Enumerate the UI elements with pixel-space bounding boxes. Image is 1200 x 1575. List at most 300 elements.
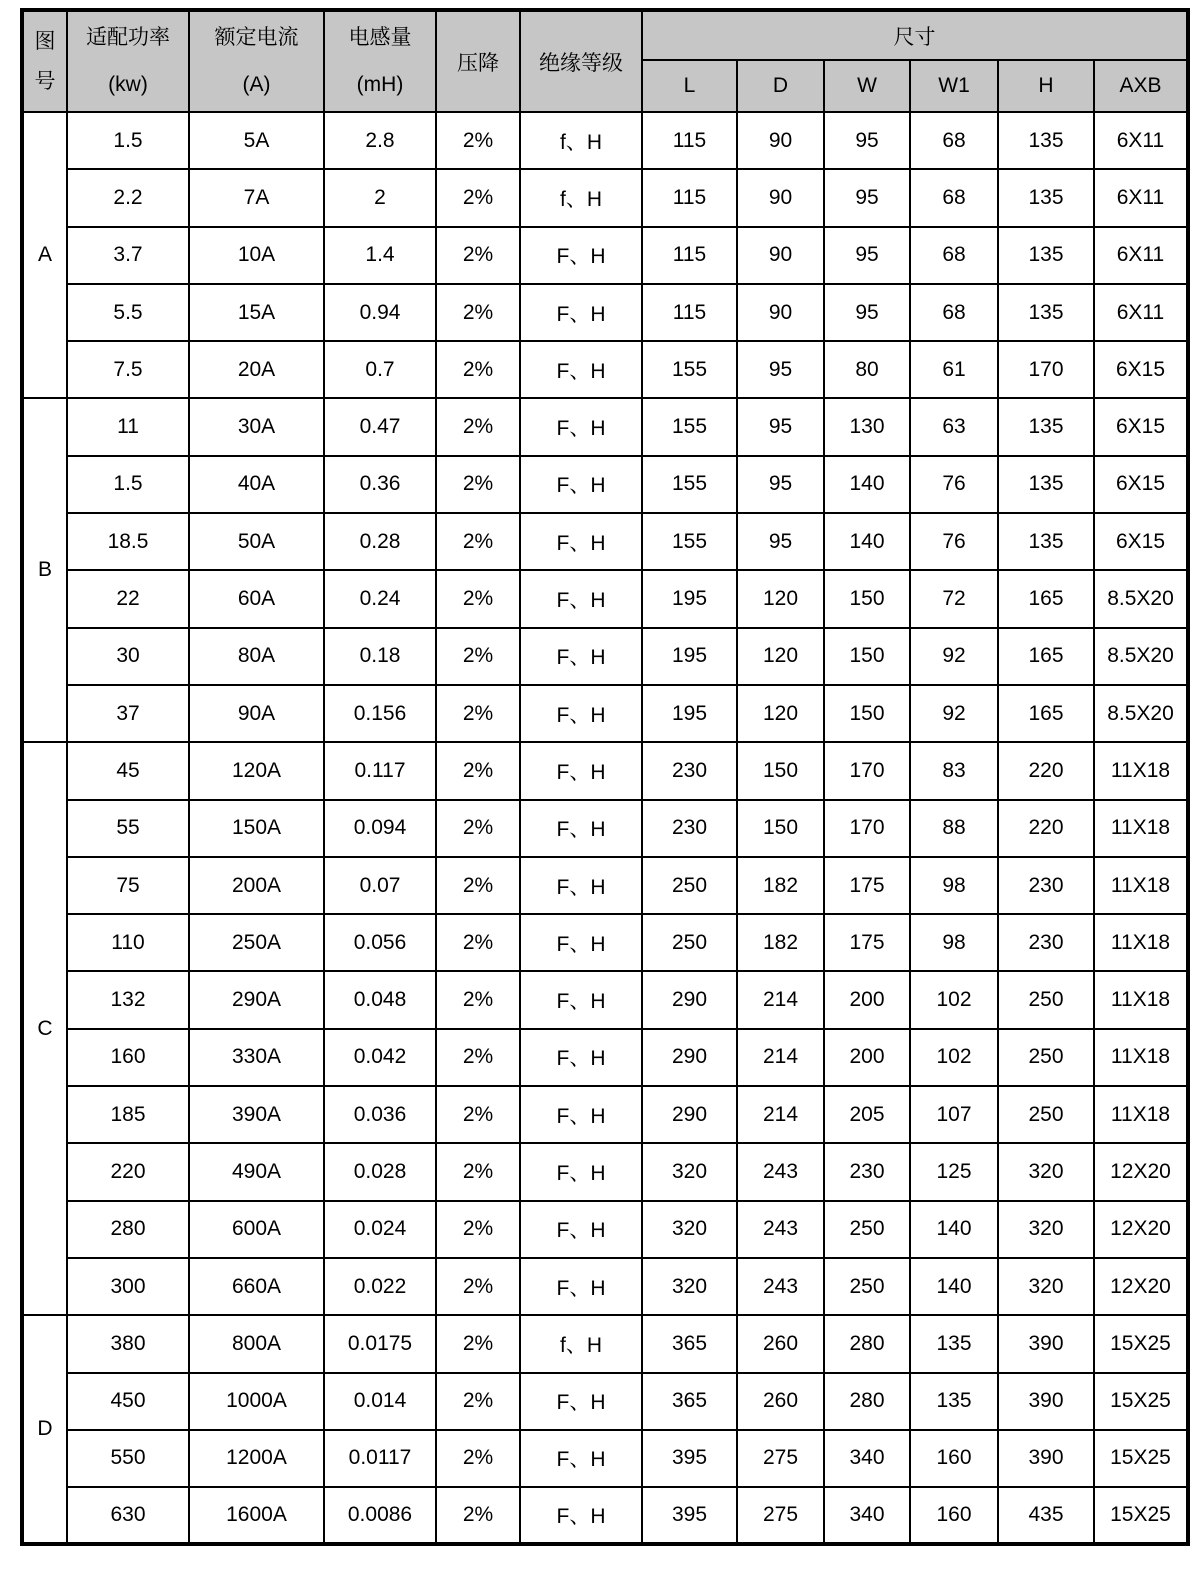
dim-h-cell: 435	[998, 1487, 1094, 1544]
table-row	[22, 398, 1188, 455]
dim-axb-cell: 12X20	[1094, 1201, 1188, 1258]
dim-w-cell: 340	[824, 1430, 910, 1487]
dim-axb-cell: 12X20	[1094, 1258, 1188, 1315]
insulation-cell: F、H	[520, 800, 642, 857]
dim-h-cell: 250	[998, 1029, 1094, 1086]
dim-d-cell: 90	[737, 284, 824, 341]
dim-w-cell: 150	[824, 628, 910, 685]
dim-l-cell: 195	[642, 570, 737, 627]
inductance-cell: 0.094	[324, 800, 436, 857]
dim-w1-cell: 135	[910, 1315, 998, 1372]
dim-axb-cell: 15X25	[1094, 1373, 1188, 1430]
dim-l-cell: 365	[642, 1373, 737, 1430]
insulation-cell: F、H	[520, 1487, 642, 1544]
dim-d-cell: 260	[737, 1315, 824, 1372]
insulation-cell: F、H	[520, 570, 642, 627]
insulation-cell: F、H	[520, 398, 642, 455]
power-cell: 300	[67, 1258, 189, 1315]
inductance-cell: 0.024	[324, 1201, 436, 1258]
voltage-drop-cell: 2%	[436, 1373, 520, 1430]
header-dim-w: W	[824, 60, 910, 112]
power-cell: 160	[67, 1029, 189, 1086]
power-cell: 11	[67, 398, 189, 455]
dim-h-cell: 230	[998, 857, 1094, 914]
power-cell: 30	[67, 628, 189, 685]
dim-w-cell: 140	[824, 513, 910, 570]
dim-l-cell: 155	[642, 456, 737, 513]
voltage-drop-cell: 2%	[436, 398, 520, 455]
dim-d-cell: 95	[737, 341, 824, 398]
insulation-cell: F、H	[520, 857, 642, 914]
insulation-cell: F、H	[520, 1029, 642, 1086]
power-cell: 3.7	[67, 227, 189, 284]
voltage-drop-cell: 2%	[436, 1315, 520, 1372]
voltage-drop-cell: 2%	[436, 227, 520, 284]
voltage-drop-cell: 2%	[436, 914, 520, 971]
voltage-drop-cell: 2%	[436, 284, 520, 341]
dim-d-cell: 214	[737, 971, 824, 1028]
dim-w1-cell: 68	[910, 112, 998, 169]
power-cell: 132	[67, 971, 189, 1028]
power-cell: 45	[67, 742, 189, 799]
dim-l-cell: 230	[642, 800, 737, 857]
current-cell: 200A	[189, 857, 324, 914]
table-row	[22, 570, 1188, 627]
dim-w1-cell: 98	[910, 914, 998, 971]
insulation-cell: F、H	[520, 1258, 642, 1315]
dim-w-cell: 250	[824, 1201, 910, 1258]
inductance-cell: 0.056	[324, 914, 436, 971]
dim-w-cell: 170	[824, 742, 910, 799]
table-row	[22, 456, 1188, 513]
header-figure-no-label: 图号	[34, 29, 56, 93]
table-row	[22, 1430, 1188, 1487]
insulation-cell: F、H	[520, 685, 642, 742]
power-cell: 5.5	[67, 284, 189, 341]
dim-l-cell: 115	[642, 227, 737, 284]
dim-axb-cell: 11X18	[1094, 971, 1188, 1028]
power-cell: 7.5	[67, 341, 189, 398]
header-power-label: 适配功率	[86, 26, 170, 50]
table-header	[22, 10, 1188, 112]
insulation-cell: f、H	[520, 112, 642, 169]
table-row	[22, 1029, 1188, 1086]
table-row	[22, 1373, 1188, 1430]
current-cell: 1600A	[189, 1487, 324, 1544]
dim-w1-cell: 125	[910, 1143, 998, 1200]
dim-h-cell: 320	[998, 1201, 1094, 1258]
header-inductance-label: 电感量	[348, 26, 412, 50]
dim-l-cell: 320	[642, 1143, 737, 1200]
dim-axb-cell: 6X15	[1094, 341, 1188, 398]
dim-l-cell: 115	[642, 284, 737, 341]
dim-d-cell: 120	[737, 570, 824, 627]
voltage-drop-cell: 2%	[436, 857, 520, 914]
power-cell: 380	[67, 1315, 189, 1372]
dim-h-cell: 135	[998, 456, 1094, 513]
insulation-cell: F、H	[520, 513, 642, 570]
power-cell: 110	[67, 914, 189, 971]
table-row	[22, 914, 1188, 971]
current-cell: 660A	[189, 1258, 324, 1315]
voltage-drop-cell: 2%	[436, 1086, 520, 1143]
dim-h-cell: 390	[998, 1315, 1094, 1372]
dim-w1-cell: 140	[910, 1258, 998, 1315]
dim-axb-cell: 11X18	[1094, 857, 1188, 914]
dim-h-cell: 135	[998, 169, 1094, 226]
table-row	[22, 284, 1188, 341]
dim-w-cell: 130	[824, 398, 910, 455]
dim-w1-cell: 63	[910, 398, 998, 455]
inductance-cell: 0.0086	[324, 1487, 436, 1544]
dim-w-cell: 95	[824, 169, 910, 226]
current-cell: 50A	[189, 513, 324, 570]
dim-w1-cell: 76	[910, 456, 998, 513]
dim-l-cell: 115	[642, 169, 737, 226]
dim-w-cell: 205	[824, 1086, 910, 1143]
voltage-drop-cell: 2%	[436, 1029, 520, 1086]
voltage-drop-cell: 2%	[436, 628, 520, 685]
current-cell: 90A	[189, 685, 324, 742]
dim-d-cell: 275	[737, 1430, 824, 1487]
dim-w-cell: 170	[824, 800, 910, 857]
current-cell: 120A	[189, 742, 324, 799]
dim-l-cell: 195	[642, 628, 737, 685]
inductance-cell: 0.28	[324, 513, 436, 570]
current-cell: 600A	[189, 1201, 324, 1258]
dim-axb-cell: 15X25	[1094, 1315, 1188, 1372]
dim-l-cell: 320	[642, 1258, 737, 1315]
dim-h-cell: 135	[998, 513, 1094, 570]
dim-h-cell: 220	[998, 742, 1094, 799]
dim-d-cell: 150	[737, 742, 824, 799]
table-row	[22, 1201, 1188, 1258]
header-voltage-drop: 压降	[436, 10, 520, 112]
voltage-drop-cell: 2%	[436, 1201, 520, 1258]
dim-h-cell: 135	[998, 227, 1094, 284]
power-cell: 18.5	[67, 513, 189, 570]
dim-w1-cell: 83	[910, 742, 998, 799]
current-cell: 800A	[189, 1315, 324, 1372]
dim-l-cell: 395	[642, 1430, 737, 1487]
current-cell: 15A	[189, 284, 324, 341]
inductance-cell: 2	[324, 169, 436, 226]
current-cell: 30A	[189, 398, 324, 455]
dim-w1-cell: 72	[910, 570, 998, 627]
dim-w1-cell: 102	[910, 1029, 998, 1086]
dim-w1-cell: 102	[910, 971, 998, 1028]
inductance-cell: 0.014	[324, 1373, 436, 1430]
dim-w-cell: 150	[824, 685, 910, 742]
dim-w-cell: 95	[824, 112, 910, 169]
insulation-cell: F、H	[520, 1086, 642, 1143]
dim-d-cell: 90	[737, 112, 824, 169]
voltage-drop-cell: 2%	[436, 1258, 520, 1315]
group-cell: C	[22, 742, 67, 1315]
dim-w-cell: 200	[824, 1029, 910, 1086]
current-cell: 5A	[189, 112, 324, 169]
power-cell: 75	[67, 857, 189, 914]
table-row	[22, 971, 1188, 1028]
header-inductance-unit: (mH)	[356, 72, 404, 96]
inductance-cell: 0.18	[324, 628, 436, 685]
table-row	[22, 742, 1188, 799]
dim-h-cell: 220	[998, 800, 1094, 857]
dim-axb-cell: 11X18	[1094, 800, 1188, 857]
insulation-cell: F、H	[520, 742, 642, 799]
insulation-cell: F、H	[520, 971, 642, 1028]
dim-l-cell: 290	[642, 1086, 737, 1143]
insulation-cell: F、H	[520, 1143, 642, 1200]
dim-w-cell: 95	[824, 284, 910, 341]
insulation-cell: F、H	[520, 914, 642, 971]
insulation-cell: F、H	[520, 456, 642, 513]
current-cell: 1000A	[189, 1373, 324, 1430]
inductance-cell: 0.117	[324, 742, 436, 799]
dim-axb-cell: 6X11	[1094, 112, 1188, 169]
inductance-cell: 0.0175	[324, 1315, 436, 1372]
dim-w-cell: 95	[824, 227, 910, 284]
header-dim-w1: W1	[910, 60, 998, 112]
dim-w1-cell: 160	[910, 1487, 998, 1544]
group-cell: B	[22, 398, 67, 742]
current-cell: 390A	[189, 1086, 324, 1143]
dim-l-cell: 250	[642, 914, 737, 971]
power-cell: 220	[67, 1143, 189, 1200]
dim-l-cell: 155	[642, 513, 737, 570]
dim-h-cell: 230	[998, 914, 1094, 971]
power-cell: 55	[67, 800, 189, 857]
current-cell: 330A	[189, 1029, 324, 1086]
dim-axb-cell: 6X15	[1094, 398, 1188, 455]
insulation-cell: F、H	[520, 1430, 642, 1487]
header-current	[189, 10, 324, 112]
header-current-unit: (A)	[242, 72, 271, 96]
dim-w-cell: 175	[824, 914, 910, 971]
dim-axb-cell: 8.5X20	[1094, 570, 1188, 627]
inductance-cell: 2.8	[324, 112, 436, 169]
dim-h-cell: 390	[998, 1430, 1094, 1487]
current-cell: 7A	[189, 169, 324, 226]
dim-axb-cell: 15X25	[1094, 1487, 1188, 1544]
dim-w1-cell: 140	[910, 1201, 998, 1258]
dim-axb-cell: 6X15	[1094, 456, 1188, 513]
dim-d-cell: 214	[737, 1029, 824, 1086]
dim-h-cell: 135	[998, 112, 1094, 169]
dim-w-cell: 250	[824, 1258, 910, 1315]
dim-l-cell: 290	[642, 1029, 737, 1086]
power-cell: 550	[67, 1430, 189, 1487]
dim-axb-cell: 11X18	[1094, 1086, 1188, 1143]
dim-h-cell: 165	[998, 628, 1094, 685]
inductance-cell: 0.47	[324, 398, 436, 455]
inductance-cell: 0.94	[324, 284, 436, 341]
current-cell: 20A	[189, 341, 324, 398]
voltage-drop-cell: 2%	[436, 570, 520, 627]
insulation-cell: F、H	[520, 1373, 642, 1430]
table-row	[22, 513, 1188, 570]
dim-w-cell: 140	[824, 456, 910, 513]
dim-d-cell: 95	[737, 513, 824, 570]
table-row	[22, 1487, 1188, 1544]
voltage-drop-cell: 2%	[436, 169, 520, 226]
insulation-cell: F、H	[520, 284, 642, 341]
table-row	[22, 1258, 1188, 1315]
dim-h-cell: 250	[998, 971, 1094, 1028]
inductance-cell: 1.4	[324, 227, 436, 284]
dim-l-cell: 155	[642, 398, 737, 455]
dim-h-cell: 320	[998, 1258, 1094, 1315]
power-cell: 37	[67, 685, 189, 742]
dim-axb-cell: 6X11	[1094, 284, 1188, 341]
dim-d-cell: 90	[737, 227, 824, 284]
voltage-drop-cell: 2%	[436, 341, 520, 398]
dim-h-cell: 320	[998, 1143, 1094, 1200]
dim-w1-cell: 88	[910, 800, 998, 857]
dim-axb-cell: 6X15	[1094, 513, 1188, 570]
inductance-cell: 0.7	[324, 341, 436, 398]
voltage-drop-cell: 2%	[436, 513, 520, 570]
power-cell: 1.5	[67, 112, 189, 169]
inductance-cell: 0.048	[324, 971, 436, 1028]
table-row	[22, 628, 1188, 685]
dim-h-cell: 170	[998, 341, 1094, 398]
dim-h-cell: 165	[998, 685, 1094, 742]
insulation-cell: f、H	[520, 169, 642, 226]
dim-l-cell: 115	[642, 112, 737, 169]
current-cell: 60A	[189, 570, 324, 627]
dim-axb-cell: 11X18	[1094, 1029, 1188, 1086]
dim-w-cell: 200	[824, 971, 910, 1028]
table-body	[22, 112, 1188, 1544]
header-dim-l: L	[642, 60, 737, 112]
current-cell: 490A	[189, 1143, 324, 1200]
dim-d-cell: 150	[737, 800, 824, 857]
inductance-cell: 0.24	[324, 570, 436, 627]
dim-w1-cell: 68	[910, 284, 998, 341]
voltage-drop-cell: 2%	[436, 800, 520, 857]
dim-axb-cell: 12X20	[1094, 1143, 1188, 1200]
dim-w1-cell: 92	[910, 685, 998, 742]
dim-axb-cell: 15X25	[1094, 1430, 1188, 1487]
voltage-drop-cell: 2%	[436, 112, 520, 169]
dim-l-cell: 365	[642, 1315, 737, 1372]
header-dim-d: D	[737, 60, 824, 112]
dim-w1-cell: 76	[910, 513, 998, 570]
dim-h-cell: 135	[998, 398, 1094, 455]
voltage-drop-cell: 2%	[436, 1143, 520, 1200]
dim-l-cell: 250	[642, 857, 737, 914]
inductance-cell: 0.36	[324, 456, 436, 513]
dim-w1-cell: 68	[910, 169, 998, 226]
dim-w-cell: 280	[824, 1315, 910, 1372]
power-cell: 450	[67, 1373, 189, 1430]
power-cell: 2.2	[67, 169, 189, 226]
current-cell: 10A	[189, 227, 324, 284]
dim-w-cell: 80	[824, 341, 910, 398]
dim-w-cell: 340	[824, 1487, 910, 1544]
dim-axb-cell: 11X18	[1094, 914, 1188, 971]
power-cell: 185	[67, 1086, 189, 1143]
header-insulation: 绝缘等级	[520, 10, 642, 112]
current-cell: 290A	[189, 971, 324, 1028]
spec-table	[20, 8, 1190, 1546]
dim-w-cell: 175	[824, 857, 910, 914]
header-row-top	[22, 10, 1188, 60]
dim-w1-cell: 98	[910, 857, 998, 914]
dim-d-cell: 275	[737, 1487, 824, 1544]
dim-d-cell: 243	[737, 1201, 824, 1258]
header-inductance	[324, 10, 436, 112]
table-row	[22, 800, 1188, 857]
power-cell: 22	[67, 570, 189, 627]
dim-d-cell: 243	[737, 1143, 824, 1200]
dim-d-cell: 182	[737, 857, 824, 914]
table-row	[22, 227, 1188, 284]
current-cell: 150A	[189, 800, 324, 857]
current-cell: 80A	[189, 628, 324, 685]
dim-h-cell: 165	[998, 570, 1094, 627]
dim-w1-cell: 160	[910, 1430, 998, 1487]
insulation-cell: F、H	[520, 227, 642, 284]
dim-d-cell: 120	[737, 628, 824, 685]
current-cell: 250A	[189, 914, 324, 971]
insulation-cell: F、H	[520, 341, 642, 398]
header-figure-no	[22, 10, 67, 112]
table-row	[22, 685, 1188, 742]
power-cell: 280	[67, 1201, 189, 1258]
group-cell: A	[22, 112, 67, 398]
current-cell: 1200A	[189, 1430, 324, 1487]
voltage-drop-cell: 2%	[436, 742, 520, 799]
table-row	[22, 1086, 1188, 1143]
current-cell: 40A	[189, 456, 324, 513]
dim-w1-cell: 92	[910, 628, 998, 685]
dim-d-cell: 243	[737, 1258, 824, 1315]
insulation-cell: F、H	[520, 628, 642, 685]
table-row	[22, 1143, 1188, 1200]
table-row	[22, 857, 1188, 914]
dim-l-cell: 195	[642, 685, 737, 742]
dim-w1-cell: 107	[910, 1086, 998, 1143]
dim-axb-cell: 6X11	[1094, 227, 1188, 284]
dim-l-cell: 395	[642, 1487, 737, 1544]
dim-w1-cell: 61	[910, 341, 998, 398]
dim-h-cell: 390	[998, 1373, 1094, 1430]
dim-d-cell: 260	[737, 1373, 824, 1430]
dim-w-cell: 230	[824, 1143, 910, 1200]
dim-l-cell: 155	[642, 341, 737, 398]
inductance-cell: 0.036	[324, 1086, 436, 1143]
dim-d-cell: 95	[737, 398, 824, 455]
dim-l-cell: 320	[642, 1201, 737, 1258]
table-row	[22, 169, 1188, 226]
dim-h-cell: 135	[998, 284, 1094, 341]
dim-h-cell: 250	[998, 1086, 1094, 1143]
power-cell: 630	[67, 1487, 189, 1544]
dim-l-cell: 290	[642, 971, 737, 1028]
dim-w-cell: 150	[824, 570, 910, 627]
dim-w-cell: 280	[824, 1373, 910, 1430]
table-row	[22, 1315, 1188, 1372]
dim-d-cell: 90	[737, 169, 824, 226]
voltage-drop-cell: 2%	[436, 456, 520, 513]
dim-d-cell: 95	[737, 456, 824, 513]
dim-d-cell: 214	[737, 1086, 824, 1143]
voltage-drop-cell: 2%	[436, 685, 520, 742]
voltage-drop-cell: 2%	[436, 971, 520, 1028]
header-power-unit: (kw)	[108, 72, 148, 96]
